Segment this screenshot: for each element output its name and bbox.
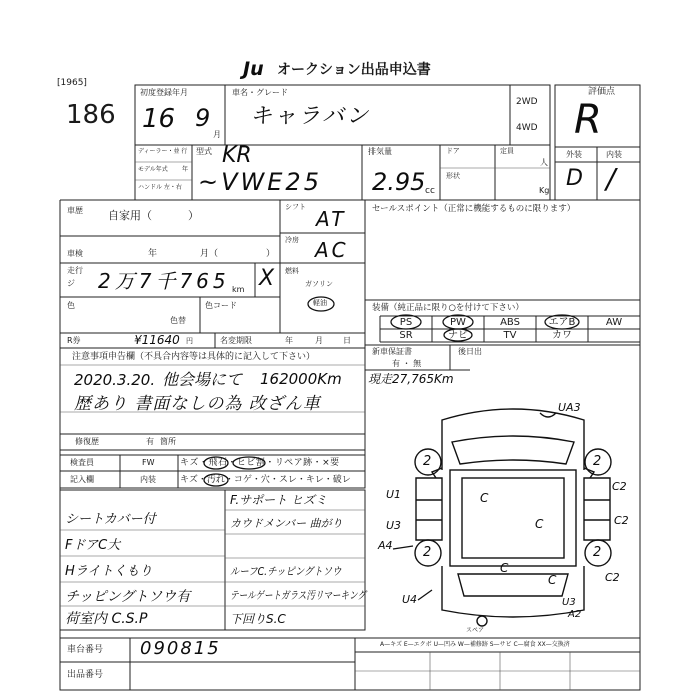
- car-name-value: キャラバン: [250, 104, 371, 129]
- mileage-value: 2万7千765: [98, 269, 230, 293]
- damage-label: C2: [612, 480, 627, 493]
- ac-value: AC: [315, 238, 349, 262]
- name-change-label: 名変期限: [220, 336, 252, 345]
- exterior-score-value: D: [566, 166, 583, 191]
- inspector-label-top: 検査員: [70, 458, 94, 467]
- mileage-box-mark: X: [259, 266, 275, 291]
- damage-label: UA3: [558, 401, 581, 414]
- dealer-label: ディーラー・並 行: [138, 148, 188, 155]
- damage-label: U1: [386, 488, 402, 501]
- spare-label: スペア: [466, 627, 485, 634]
- damage-label: U3: [562, 597, 576, 608]
- first-registration-month: 9: [195, 104, 211, 132]
- remark-left-2: FドアC大: [65, 538, 121, 553]
- wheel-grade-rear-left: 2: [423, 545, 432, 560]
- repair-history-place: 箇所: [160, 437, 176, 446]
- model-year-unit: 年: [182, 166, 189, 173]
- mileage-unit: km: [232, 285, 245, 294]
- remark-right-3: ルーフC.チッピングトソウ: [230, 565, 342, 578]
- form-title: オークション出品申込書: [277, 62, 431, 78]
- displacement-label: 排気量: [368, 147, 392, 156]
- listing-number-label: 出品番号: [67, 670, 104, 680]
- remark-left-4: チッピングトソウ有: [65, 589, 191, 605]
- color-code-label: 色コード: [205, 301, 237, 310]
- notes-line-2: 歴あり 書面なしの為 改ざん車: [74, 394, 321, 414]
- wheel-grade-rear-right: 2: [593, 545, 602, 560]
- lot-code: [1965]: [57, 78, 87, 88]
- remark-left-5: 荷室内 C.S.P: [65, 611, 148, 627]
- name-change-year: 年: [285, 336, 293, 345]
- model-type-code: ~VWE25: [198, 168, 322, 196]
- body-shape-label: 形状: [446, 172, 460, 180]
- color-change-label: 色替: [170, 316, 186, 325]
- notes-label: 注意事項申告欄（不具合内容等は具体的に記入して下さい）: [72, 352, 316, 362]
- inspector-label-bottom: 記入欄: [70, 475, 94, 484]
- damage-label: A4: [378, 539, 393, 552]
- damage-label: C: [535, 517, 544, 531]
- right-side-panel: [584, 478, 610, 540]
- drive-4wd: 4WD: [516, 123, 538, 133]
- wheel-grade-front-right: 2: [593, 454, 602, 469]
- equipment-sr: SR: [399, 330, 413, 341]
- equipment-tv: TV: [503, 330, 517, 341]
- weight-unit: Kg: [539, 186, 550, 195]
- auction-logo: Ju: [243, 58, 264, 80]
- remark-right-1: F.サポート ヒズミ: [230, 493, 327, 507]
- ink-arrow-left: [393, 546, 413, 549]
- fuel-gasoline: ガソリン: [305, 280, 333, 288]
- notes-km: 162000Km: [260, 370, 342, 388]
- repair-history-label: 修復歴: [75, 437, 99, 446]
- model-type-prefix: KR: [222, 143, 252, 168]
- mileage-label: 走行: [67, 266, 83, 275]
- warranty-options: 有 ・ 無: [392, 359, 422, 368]
- recycle-label: R券: [67, 336, 81, 345]
- notes-place: 他会場にて: [162, 370, 243, 389]
- inspector-interior: 内装: [140, 475, 156, 484]
- notes-date: 2020.3.20.: [74, 371, 156, 389]
- damage-label: C: [500, 561, 509, 575]
- damage-label: C2: [614, 514, 629, 527]
- remarks-box: [60, 490, 365, 630]
- remark-right-4: テールゲートガラス汚リマーキング: [230, 589, 367, 602]
- damage-label: C: [480, 491, 489, 505]
- sales-point-label: セールスポイント（正常に機能するものに限ります）: [372, 204, 576, 214]
- ac-label: 冷房: [285, 236, 299, 244]
- name-change-month: 月: [315, 336, 323, 345]
- left-mirror: [432, 468, 442, 478]
- body-roof-outer: [450, 470, 576, 566]
- repair-history-yes: 有: [146, 437, 154, 446]
- history-value: 自家用（: [108, 209, 152, 222]
- shift-label: シフト: [285, 203, 306, 211]
- exterior-score-label: 外装: [566, 150, 582, 159]
- damage-label: U4: [402, 593, 418, 606]
- name-change-day: 日: [343, 336, 351, 345]
- handle-label: ハンドル 左・右: [138, 184, 182, 191]
- car-diagram: [393, 409, 611, 626]
- inspection-close: ）: [266, 249, 276, 259]
- inspection-year: 年: [148, 249, 158, 259]
- body-roof-inner: [462, 478, 564, 558]
- damage-label: C: [548, 573, 557, 587]
- remark-left-1: シートカバー付: [65, 512, 156, 527]
- mileage-mark: ジ: [67, 279, 75, 288]
- month-unit: 月: [213, 130, 221, 139]
- interior-score-value: /: [606, 162, 616, 195]
- remark-right-5: 下回りS.C: [230, 612, 286, 626]
- ink-pointer-front: [540, 413, 556, 417]
- displacement-value: 2.95: [372, 168, 426, 196]
- door-label: ドア: [446, 147, 460, 155]
- fuel-diesel: 軽油: [313, 299, 327, 307]
- warranty-later: 後日出: [458, 347, 482, 356]
- score-label: 評価点: [588, 87, 616, 97]
- damage-legend: A—キズ E—エクボ U—凹み W—補修跡 S—サビ C—腐食 XX—交換済: [380, 641, 570, 648]
- equipment-leather: カワ: [552, 330, 572, 341]
- ink-pointer-rear: [418, 590, 432, 600]
- warranty-label: 新車保証書: [372, 347, 412, 356]
- notes-current-km: 現走27,765Km: [368, 372, 454, 386]
- equipment-abs: ABS: [500, 317, 520, 328]
- windshield: [452, 436, 574, 464]
- history-label: 車歴: [67, 206, 83, 215]
- spare-tire: [477, 616, 487, 626]
- inspection-month: 月（: [200, 249, 219, 259]
- interior-score-label: 内装: [606, 150, 622, 159]
- inspector-exterior: FW: [142, 458, 155, 467]
- left-side-panel: [416, 478, 442, 540]
- shift-value: AT: [316, 207, 347, 231]
- first-registration-year: 16: [142, 104, 176, 134]
- capacity-unit: 人: [540, 158, 548, 167]
- lot-number: 186: [66, 100, 116, 130]
- inspector-exterior-items: キズ・飛石・ヒビ割・リペア跡・×要: [180, 458, 340, 468]
- inspector-interior-items: キズ・汚れ・コゲ・穴・スレ・キレ・破レ: [180, 475, 351, 485]
- capacity-label: 定員: [500, 147, 514, 155]
- chassis-number-label: 車台番号: [67, 645, 104, 655]
- equipment-label: 装備（純正品に限り○を付けて下さい）: [372, 303, 524, 313]
- score-value: R: [574, 97, 602, 143]
- fuel-label: 燃料: [285, 267, 299, 275]
- equipment-pw: PW: [450, 317, 466, 328]
- recycle-unit: 円: [186, 337, 193, 345]
- remarks-section-lines: [60, 490, 365, 630]
- displacement-unit: cc: [425, 186, 435, 196]
- damage-label: A2: [568, 609, 582, 620]
- equipment-navi: ナビ: [448, 330, 468, 341]
- recycle-value: ¥11640: [134, 333, 180, 347]
- car-name-label: 車名・グレード: [232, 88, 288, 97]
- damage-label: C2: [605, 571, 620, 584]
- right-mirror: [584, 468, 594, 478]
- remark-left-3: Hライトくもり: [65, 564, 153, 579]
- color-label: 色: [67, 301, 75, 310]
- equipment-aw: AW: [605, 317, 623, 328]
- inspection-label: 車検: [67, 249, 83, 258]
- drive-2wd: 2WD: [516, 97, 538, 107]
- history-close: ）: [188, 209, 199, 222]
- equipment-ps: PS: [399, 317, 413, 328]
- equipment-airbag: エアB: [548, 317, 576, 328]
- model-type-label: 型式: [196, 147, 212, 156]
- wheel-grade-front-left: 2: [423, 454, 432, 469]
- first-registration-label: 初度登録年月: [140, 88, 188, 97]
- chassis-number-value: 090815: [140, 638, 221, 659]
- model-year-label: モデル年式: [138, 166, 168, 173]
- remark-right-2: カウドメンバー 曲がり: [230, 517, 343, 530]
- damage-label: U3: [386, 519, 402, 532]
